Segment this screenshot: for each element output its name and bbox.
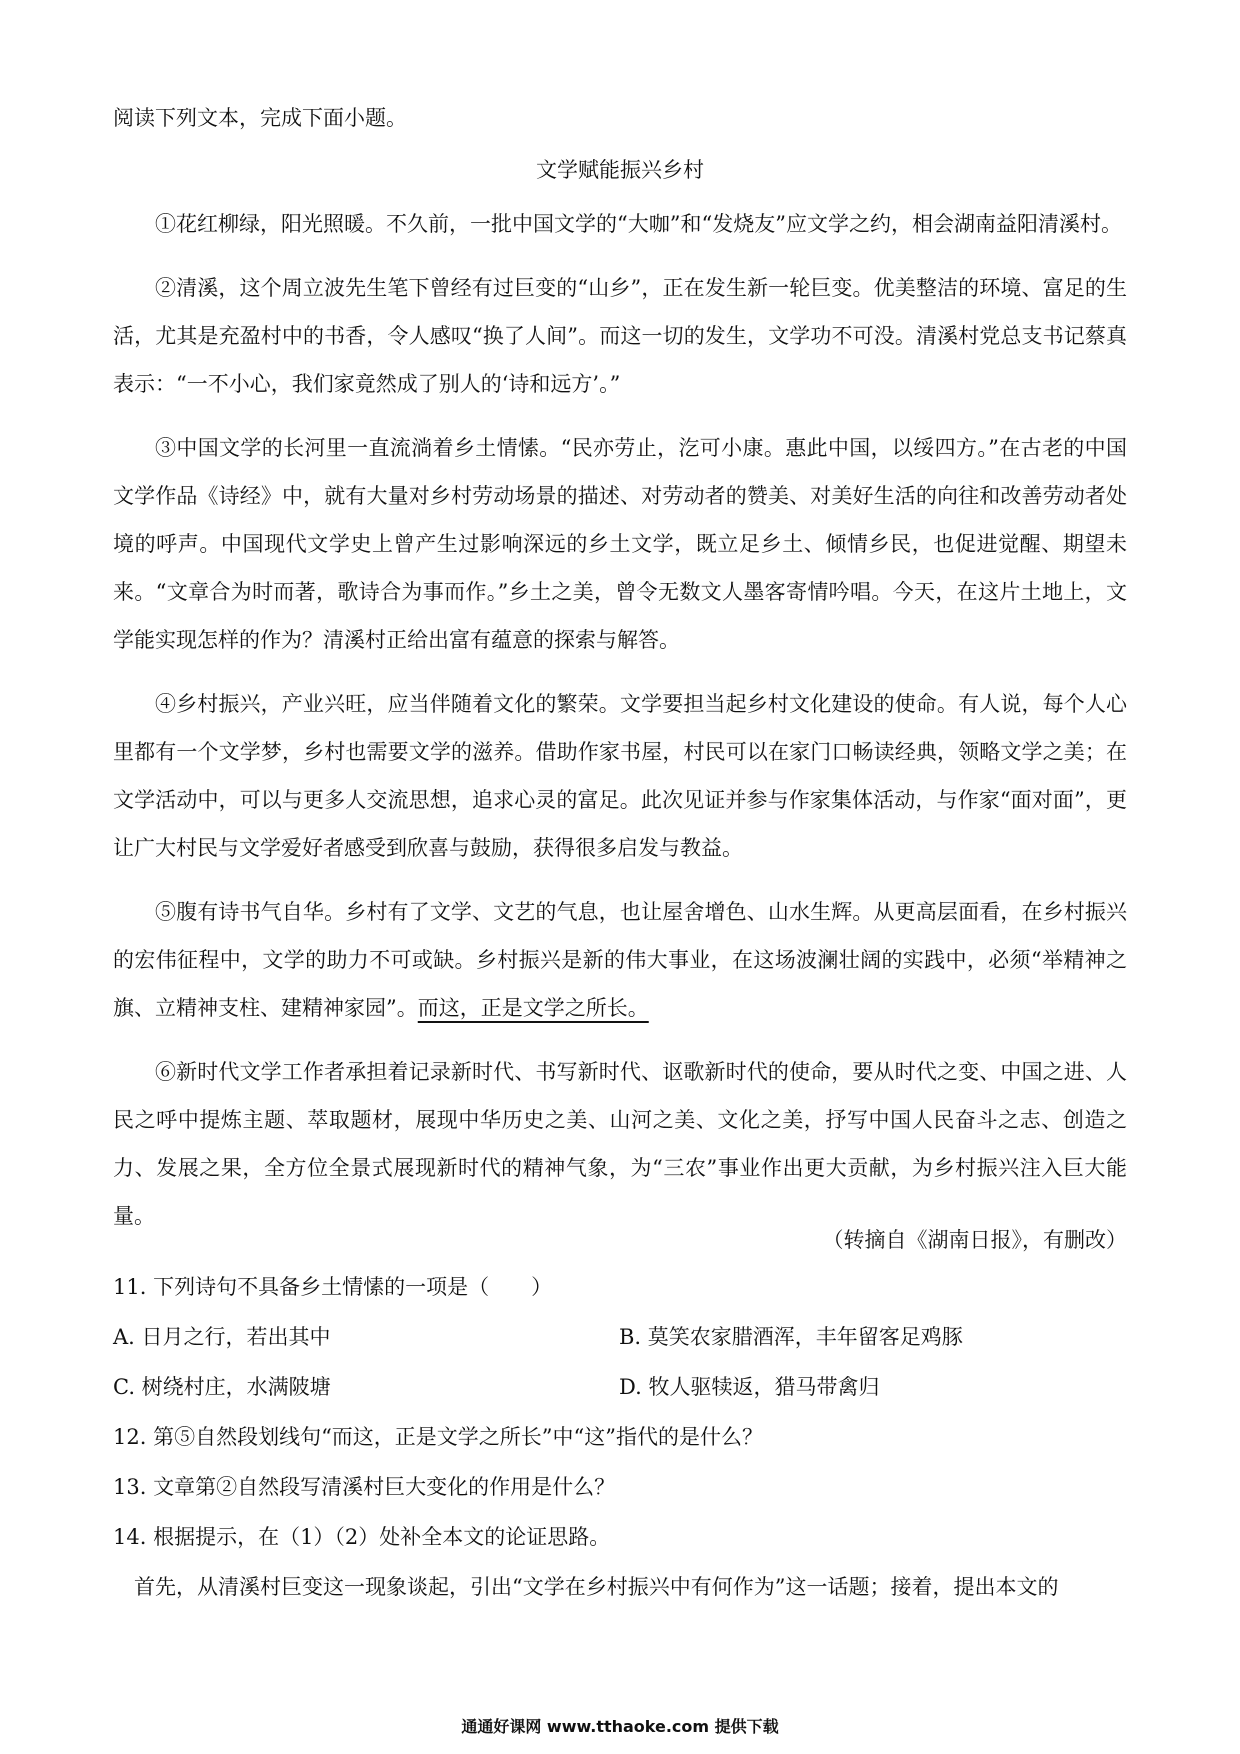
question-11: 11. 下列诗句不具备乡土情愫的一项是（ ） [113, 1275, 553, 1299]
reading-instruction: 阅读下列文本，完成下面小题。 [113, 106, 407, 130]
question-12: 12. 第⑤自然段划线句“而这，正是文学之所长”中“这”指代的是什么？ [113, 1425, 764, 1449]
download-footer: 通通好课网 www.tthaoke.com 提供下载 [461, 1717, 779, 1736]
article-body [113, 200, 1127, 1256]
article-source: （转摘自《湖南日报》，有删改） [822, 1228, 1127, 1252]
paragraph-5 [113, 888, 1127, 1032]
paragraph-2: ②清溪，这个周立波先生笔下曾经有过巨变的“山乡”，正在发生新一轮巨变。优美整洁的环境、富足的生活，尤其是充盈村中的书香，令人感叹“换了人间”。而这一切的发生，文学功不可没。清溪村党总支书记蔡真表示：“一不小心，我们家竟然成了别人的‘诗和远方’。” [113, 276, 1127, 396]
question-14-prompt: 首先，从清溪村巨变这一现象谈起，引出“文学在乡村振兴中有何作为”这一话题；接着，提出本文的 [134, 1575, 1059, 1599]
question-13: 13. 文章第②自然段写清溪村巨大变化的作用是什么？ [113, 1475, 616, 1499]
options-row-cd [113, 1372, 1127, 1422]
question-section [113, 1272, 1127, 1622]
option-a: A. 日月之行，若出其中 [113, 1325, 331, 1349]
paragraph-5-text: ⑤腹有诗书气自华。乡村有了文学、文艺的气息，也让屋舍增色、山水生辉。从更高层面看，在乡村振兴的宏伟征程中，文学的助力不可或缺。乡村振兴是新的伟大事业，在这场波澜壮阔的实践中，必须“举精神之旗、立精神支柱、建精神家园”。 [113, 900, 1127, 1020]
paragraph-4: ④乡村振兴，产业兴旺，应当伴随着文化的繁荣。文学要担当起乡村文化建设的使命。有人说，每个人心里都有一个文学梦，乡村也需要文学的滋养。借助作家书屋，村民可以在家门口畅读经典，领略文学之美；在文学活动中，可以与更多人交流思想，追求心灵的富足。此次见证并参与作家集体活动，与作家“面对面”，更让广大村民与文学爱好者感受到欣喜与鼓励，获得很多启发与教益。 [113, 692, 1127, 860]
question-14: 14. 根据提示，在（1）（2）处补全本文的论证思路。 [113, 1525, 611, 1549]
paragraph-1: ①花红柳绿，阳光照暖。不久前，一批中国文学的“大咖”和“发烧友”应文学之约，相会湖南益阳清溪村。 [155, 212, 1122, 236]
option-b: B. 莫笑农家腊酒浑，丰年留客足鸡豚 [619, 1325, 963, 1349]
paragraph-3: ③中国文学的长河里一直流淌着乡土情愫。“民亦劳止，汔可小康。惠此中国，以绥四方。”在古老的中国文学作品《诗经》中，就有大量对乡村劳动场景的描述、对劳动者的赞美、对美好生活的向往和改善劳动者处境的呼声。中国现代文学史上曾产生过影响深远的乡土文学，既立足乡土、倾情乡民，也促进觉醒、期望未来。“文章合为时而著，歌诗合为事而作。”乡土之美，曾令无数文人墨客寄情吟唱。今天，在这片土地上，文学能实现怎样的作为？清溪村正给出富有蕴意的探索与解答。 [113, 436, 1127, 652]
option-c: C. 树绕村庄，水满陂塘 [113, 1375, 331, 1399]
options-row-ab [113, 1322, 1127, 1372]
option-d: D. 牧人驱犊返，猎马带禽归 [619, 1375, 880, 1399]
paragraph-6: ⑥新时代文学工作者承担着记录新时代、书写新时代、讴歌新时代的使命，要从时代之变、中国之进、人民之呼中提炼主题、萃取题材，展现中华历史之美、山河之美、文化之美，抒写中国人民奋斗之志、创造之力、发展之果，全方位全景式展现新时代的精神气象，为“三农”事业作出更大贡献，为乡村振兴注入巨大能量。 [113, 1060, 1127, 1228]
article-title: 文学赋能振兴乡村 [536, 158, 704, 182]
underlined-sentence: 而这，正是文学之所长。 [417, 996, 649, 1020]
